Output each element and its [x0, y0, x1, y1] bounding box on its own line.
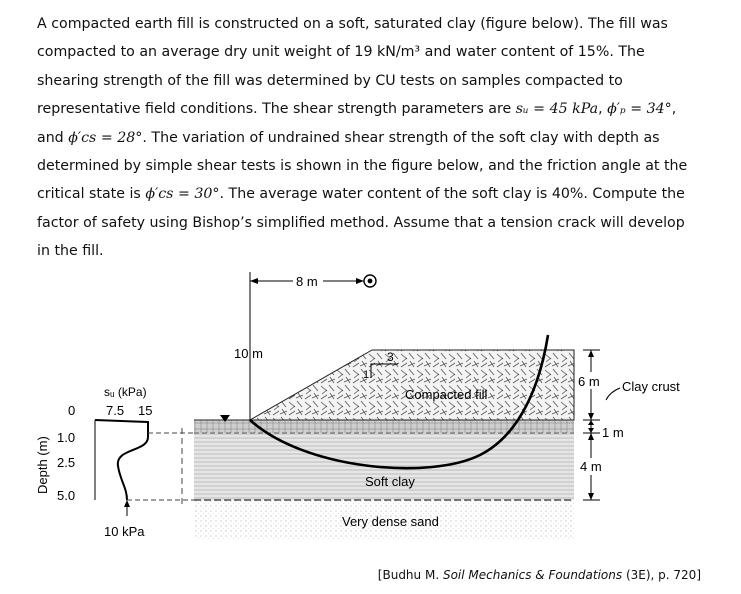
- slope-rise-label: 1: [363, 369, 370, 381]
- depth-tick-0: 0: [68, 403, 76, 418]
- citation-prefix: [Budhu M.: [377, 568, 443, 582]
- clay-crust-leader: [606, 388, 620, 400]
- problem-text-1: A compacted earth fill is constructed on a soft, saturated clay (figure below). The fill was compacted to an average dry unit weight of: [37, 16, 668, 61]
- phi-cs-clay: ϕ′cs = 30°: [145, 186, 220, 203]
- fill-water-content: 15%: [577, 44, 610, 61]
- su-tick-7-5: 7.5: [106, 403, 125, 418]
- separator-2: , and: [37, 101, 677, 146]
- citation: [378, 568, 701, 582]
- dim-1m-arrow-down: [588, 428, 594, 433]
- problem-text-6: . Compute the factor of safety using Bishop’s simplified method. Assume that a tension crack will develop in the fill.: [37, 186, 685, 260]
- phi-cs-parameter: ϕ′cs = 28°: [68, 129, 143, 146]
- dim-6m-label: 6 m: [578, 374, 600, 389]
- dim-8m-arrow-right: [356, 278, 364, 284]
- clay-crust-label: Clay crust: [622, 379, 680, 394]
- problem-text-3: . The shearing strength of the fill was determined by CU tests on samples compacted to representative field conditions. The shear strength parameters are: [37, 44, 645, 118]
- dim-8m-label: 8 m: [296, 274, 318, 289]
- depth-tick-5-0: 5.0: [57, 488, 76, 503]
- su-profile-curve: [95, 420, 148, 500]
- dim-6m-arrow-up: [588, 350, 594, 357]
- clay-water-content: 40%: [551, 186, 584, 203]
- ten-kpa-label: 10 kPa: [104, 524, 145, 539]
- su-parameter: sᵤ = 45 kPa: [515, 101, 599, 118]
- depth-tick-1-0: 1.0: [57, 430, 76, 445]
- soft-clay-label: Soft clay: [365, 474, 415, 489]
- dry-unit-weight: 19 kN/m³: [354, 44, 421, 61]
- citation-suffix: (3E), p. 720]: [622, 568, 701, 582]
- depth-axis-label: Depth (m): [35, 436, 50, 494]
- dim-1m-label: 1 m: [602, 425, 624, 440]
- dim-4m-arrow-up: [588, 433, 594, 440]
- dim-4m-arrow-down: [588, 493, 594, 500]
- problem-text-5: . The average water content of the soft clay is: [219, 186, 552, 203]
- dim-4m-label: 4 m: [580, 459, 602, 474]
- phi-p-parameter: ϕ′ₚ = 34°: [607, 101, 672, 118]
- citation-title: Soil Mechanics & Foundations: [442, 568, 623, 582]
- su-axis-label: sᵤ (kPa): [104, 385, 147, 399]
- ten-kpa-arrow: [124, 500, 130, 507]
- separator-1: ,: [598, 101, 608, 118]
- problem-text-2: and water content of: [420, 44, 578, 61]
- dim-1m-arrow-up: [588, 420, 594, 425]
- problem-text-4: . The variation of undrained shear strength of the soft clay with depth as determined by simple shear tests is shown in the figure below, and the friction angle at the critical state is: [37, 129, 688, 203]
- su-tick-15: 15: [138, 403, 153, 418]
- dim-6m-arrow-down: [588, 413, 594, 420]
- dim-8m-arrow-left: [250, 278, 258, 284]
- dim-10m-label: 10 m: [234, 346, 263, 361]
- slope-run-label: 3: [387, 350, 394, 364]
- compacted-fill-label: Compacted fill: [405, 387, 488, 402]
- circle-center-dot-icon: [368, 279, 373, 284]
- very-dense-sand-label: Very dense sand: [342, 514, 439, 529]
- depth-tick-2-5: 2.5: [57, 455, 76, 470]
